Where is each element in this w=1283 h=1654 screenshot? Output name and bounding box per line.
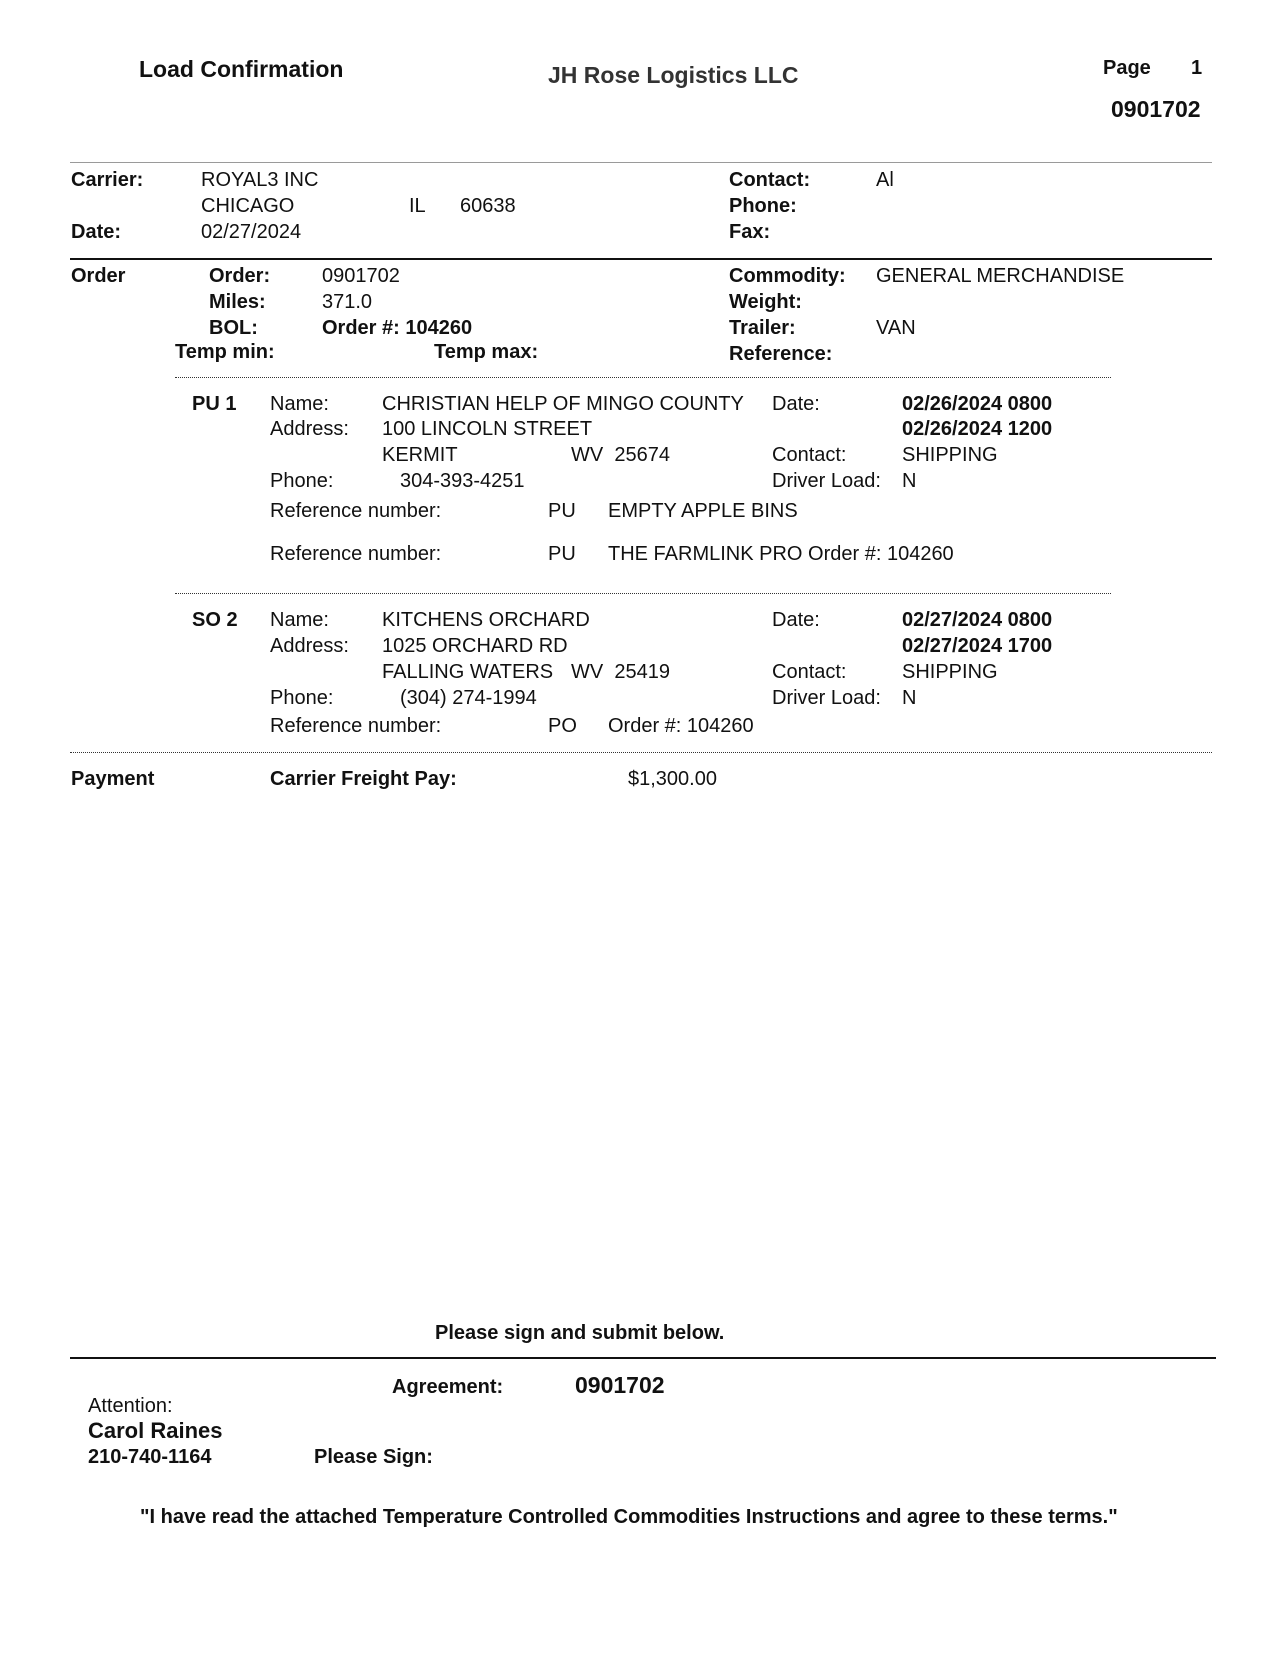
agreement-value: 0901702 <box>575 1372 665 1398</box>
stop-contact-label: Contact: <box>772 661 847 683</box>
reference-type: PU <box>548 500 576 522</box>
contact-value: Al <box>876 169 894 191</box>
terms-statement: "I have read the attached Temperature Controlled Commodities Instructions and agree to these terms." <box>140 1506 1118 1528</box>
reference-number-label: Reference number: <box>270 500 442 522</box>
stop-address: 1025 ORCHARD RD <box>382 635 568 657</box>
divider-signature <box>70 1357 1216 1359</box>
bol-label: BOL: <box>209 317 258 339</box>
stop-contact-label: Contact: <box>772 444 847 466</box>
stop-date-end: 02/27/2024 1700 <box>902 635 1053 657</box>
bol-value: Order #: 104260 <box>322 317 473 339</box>
divider-top <box>70 162 1212 163</box>
stop-driver-load-label: Driver Load: <box>772 470 881 492</box>
payment-section-label: Payment <box>71 768 155 790</box>
reference-type: PO <box>548 715 577 737</box>
stop-state-zip: WV 25674 <box>571 444 670 466</box>
stop-phone-label: Phone: <box>270 687 334 709</box>
attention-label: Attention: <box>88 1395 173 1417</box>
stop-address-label: Address: <box>270 635 349 657</box>
commodity-label: Commodity: <box>729 265 846 287</box>
stop-phone: (304) 274-1994 <box>400 687 537 709</box>
attention-name: Carol Raines <box>88 1418 223 1443</box>
stop-name: KITCHENS ORCHARD <box>382 609 590 631</box>
divider-carrier <box>70 258 1212 260</box>
stop-contact: SHIPPING <box>902 444 998 466</box>
reference-number-label: Reference number: <box>270 715 442 737</box>
stop-driver-load-label: Driver Load: <box>772 687 881 709</box>
stop-address-label: Address: <box>270 418 349 440</box>
carrier-name: ROYAL3 INC <box>201 169 319 191</box>
temp-min-label: Temp min: <box>175 341 275 363</box>
stop-name-label: Name: <box>270 393 329 415</box>
freight-pay-value: $1,300.00 <box>628 768 717 790</box>
stop-name: CHRISTIAN HELP OF MINGO COUNTY <box>382 393 744 415</box>
carrier-city: CHICAGO <box>201 195 295 217</box>
temp-max-label: Temp max: <box>434 341 539 363</box>
page-title: Load Confirmation <box>139 56 344 82</box>
stop-code: PU 1 <box>192 393 237 415</box>
carrier-label: Carrier: <box>71 169 144 191</box>
stop-date-label: Date: <box>772 609 820 631</box>
carrier-state: IL <box>409 195 426 217</box>
miles-label: Miles: <box>209 291 266 313</box>
document-number: 0901702 <box>1111 96 1201 122</box>
divider-payment <box>70 752 1212 753</box>
stop-city: KERMIT <box>382 444 458 466</box>
carrier-date-label: Date: <box>71 221 122 243</box>
reference-label: Reference: <box>729 343 833 365</box>
trailer-label: Trailer: <box>729 317 796 339</box>
order-section-label: Order <box>71 265 126 287</box>
stop-name-label: Name: <box>270 609 329 631</box>
stop-date-start: 02/27/2024 0800 <box>902 609 1053 631</box>
phone-label: Phone: <box>729 195 797 217</box>
stop-phone: 304-393-4251 <box>400 470 525 492</box>
reference-value: Order #: 104260 <box>608 715 754 737</box>
stop-code: SO 2 <box>192 609 238 631</box>
stop-date-end: 02/26/2024 1200 <box>902 418 1053 440</box>
stop-date-start: 02/26/2024 0800 <box>902 393 1053 415</box>
contact-label: Contact: <box>729 169 811 191</box>
agreement-label: Agreement: <box>392 1376 504 1398</box>
order-label: Order: <box>209 265 271 287</box>
sign-prompt: Please sign and submit below. <box>435 1322 725 1344</box>
stop-driver-load: N <box>902 687 917 709</box>
stop-date-label: Date: <box>772 393 820 415</box>
attention-phone: 210-740-1164 <box>88 1446 212 1468</box>
reference-number-label: Reference number: <box>270 543 442 565</box>
signature-field[interactable] <box>450 1450 451 1466</box>
stop-state-zip: WV 25419 <box>571 661 670 683</box>
please-sign-label: Please Sign: <box>314 1446 433 1468</box>
weight-label: Weight: <box>729 291 802 313</box>
reference-type: PU <box>548 543 576 565</box>
stop-phone-label: Phone: <box>270 470 334 492</box>
stop-driver-load: N <box>902 470 917 492</box>
trailer-value: VAN <box>876 317 916 339</box>
stop-city: FALLING WATERS <box>382 661 554 683</box>
freight-pay-label: Carrier Freight Pay: <box>270 768 457 790</box>
carrier-zip: 60638 <box>460 195 516 217</box>
commodity-value: GENERAL MERCHANDISE <box>876 265 1125 287</box>
order-value: 0901702 <box>322 265 400 287</box>
fax-label: Fax: <box>729 221 771 243</box>
page-number: 1 <box>1191 57 1203 79</box>
carrier-date: 02/27/2024 <box>201 221 302 243</box>
stop-address: 100 LINCOLN STREET <box>382 418 593 440</box>
page-label: Page <box>1103 57 1151 79</box>
reference-value: THE FARMLINK PRO Order #: 104260 <box>608 543 954 565</box>
divider-stops-top <box>175 377 1111 378</box>
reference-value: EMPTY APPLE BINS <box>608 500 798 522</box>
stop-contact: SHIPPING <box>902 661 998 683</box>
miles-value: 371.0 <box>322 291 373 313</box>
divider-stops-middle <box>175 593 1111 594</box>
company-name: JH Rose Logistics LLC <box>548 62 799 88</box>
